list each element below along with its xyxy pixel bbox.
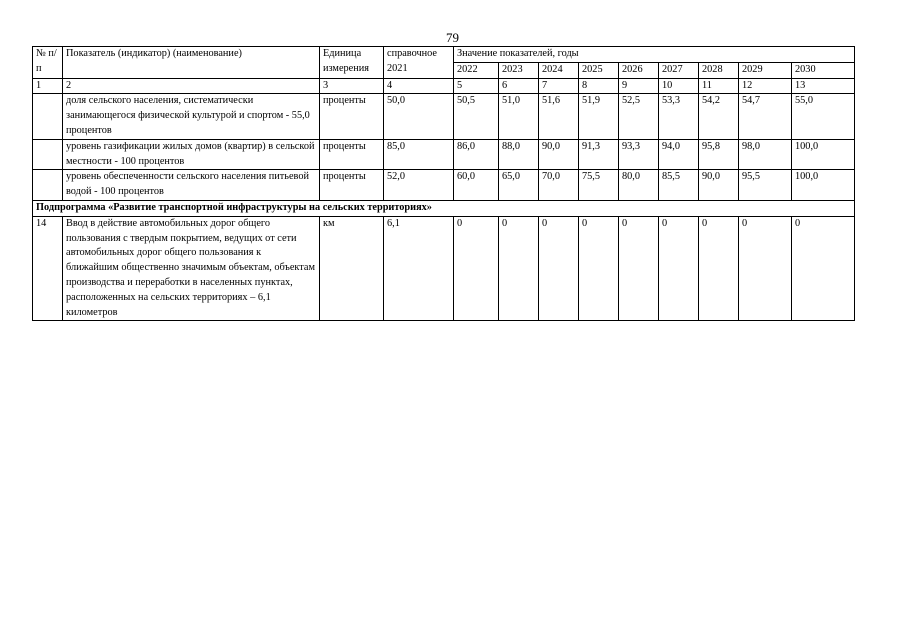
row-number (33, 94, 63, 139)
header-values-group: Значение показателей, годы (454, 47, 855, 63)
column-number: 11 (699, 78, 739, 94)
row-number (33, 139, 63, 170)
header-year: 2029 (739, 62, 792, 78)
reference-value: 85,0 (384, 139, 454, 170)
header-row-1 (33, 47, 855, 63)
header-indicator: Показатель (индикатор) (наименование) (63, 47, 320, 79)
header-reference (384, 47, 454, 79)
year-value: 60,0 (454, 170, 499, 201)
subprogram-row (33, 200, 855, 216)
year-value: 55,0 (792, 94, 855, 139)
year-value: 52,5 (619, 94, 659, 139)
header-year: 2022 (454, 62, 499, 78)
column-number: 12 (739, 78, 792, 94)
column-number: 1 (33, 78, 63, 94)
table-row (33, 216, 855, 321)
header-no: № п/п (33, 47, 63, 79)
header-unit: Единица измерения (320, 47, 384, 79)
year-value: 0 (659, 216, 699, 321)
year-value: 94,0 (659, 139, 699, 170)
year-value: 93,3 (619, 139, 659, 170)
column-numbers-row (33, 78, 855, 94)
column-number: 8 (579, 78, 619, 94)
year-value: 95,5 (739, 170, 792, 201)
column-number: 4 (384, 78, 454, 94)
reference-value: 6,1 (384, 216, 454, 321)
column-number: 5 (454, 78, 499, 94)
year-value: 91,3 (579, 139, 619, 170)
year-value: 90,0 (699, 170, 739, 201)
header-year: 2028 (699, 62, 739, 78)
year-value: 0 (579, 216, 619, 321)
year-value: 0 (499, 216, 539, 321)
header-year: 2030 (792, 62, 855, 78)
table-row (33, 94, 855, 139)
year-value: 0 (739, 216, 792, 321)
year-value: 75,5 (579, 170, 619, 201)
year-value: 0 (539, 216, 579, 321)
column-number: 7 (539, 78, 579, 94)
year-value: 86,0 (454, 139, 499, 170)
header-year: 2027 (659, 62, 699, 78)
year-value: 0 (454, 216, 499, 321)
indicator-unit: проценты (320, 94, 384, 139)
subprogram-title: Подпрограмма «Развитие транспортной инфраструктуры на сельских территориях» (33, 200, 855, 216)
year-value: 70,0 (539, 170, 579, 201)
year-value: 54,2 (699, 94, 739, 139)
header-reference-label: справочное (387, 48, 438, 59)
year-value: 100,0 (792, 170, 855, 201)
indicator-name: уровень газификации жилых домов (квартир) в сельской местности - 100 процентов (63, 139, 320, 170)
indicators-table (32, 46, 855, 321)
year-value: 0 (792, 216, 855, 321)
year-value: 51,9 (579, 94, 619, 139)
year-value: 88,0 (499, 139, 539, 170)
column-number: 3 (320, 78, 384, 94)
header-year: 2024 (539, 62, 579, 78)
year-value: 98,0 (739, 139, 792, 170)
table-row (33, 139, 855, 170)
header-reference-year: 2021 (387, 62, 408, 74)
page-number: 79 (446, 30, 459, 45)
year-value: 50,5 (454, 94, 499, 139)
indicator-unit: проценты (320, 170, 384, 201)
reference-value: 50,0 (384, 94, 454, 139)
year-value: 85,5 (659, 170, 699, 201)
year-value: 65,0 (499, 170, 539, 201)
header-year: 2023 (499, 62, 539, 78)
indicator-name: Ввод в действие автомобильных дорог общего пользования с твердым покрытием, ведущих от сети автомобильных дорог общего пользования к ближайшим общественно значимым объектам, объектам производства и переработки в населенных пунктах, расположенных на сельских территориях – 6,1 километров (63, 216, 320, 321)
year-value: 100,0 (792, 139, 855, 170)
indicator-name: уровень обеспеченности сельского населения питьевой водой - 100 процентов (63, 170, 320, 201)
row-number: 14 (33, 216, 63, 321)
year-value: 54,7 (739, 94, 792, 139)
header-year: 2026 (619, 62, 659, 78)
indicator-name: доля сельского населения, систематически занимающегося физической культурой и спортом - 55,0 процентов (63, 94, 320, 139)
year-value: 0 (699, 216, 739, 321)
table-row (33, 170, 855, 201)
reference-value: 52,0 (384, 170, 454, 201)
indicator-unit: км (320, 216, 384, 321)
year-value: 90,0 (539, 139, 579, 170)
row-number (33, 170, 63, 201)
year-value: 80,0 (619, 170, 659, 201)
column-number: 13 (792, 78, 855, 94)
indicator-unit: проценты (320, 139, 384, 170)
year-value: 95,8 (699, 139, 739, 170)
column-number: 6 (499, 78, 539, 94)
year-value: 53,3 (659, 94, 699, 139)
column-number: 2 (63, 78, 320, 94)
year-value: 51,0 (499, 94, 539, 139)
column-number: 10 (659, 78, 699, 94)
column-number: 9 (619, 78, 659, 94)
year-value: 51,6 (539, 94, 579, 139)
year-value: 0 (619, 216, 659, 321)
header-year: 2025 (579, 62, 619, 78)
